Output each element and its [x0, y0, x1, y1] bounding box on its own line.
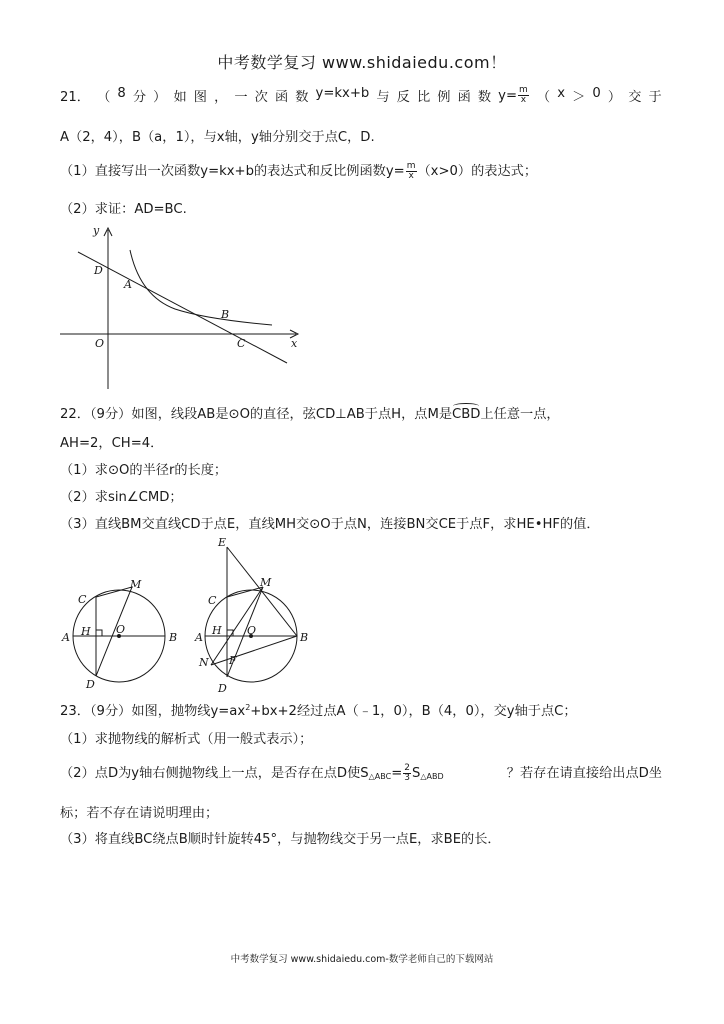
fig22a-label-D: D: [86, 678, 95, 690]
q21-line2: A（2，4），B（a，1），与x轴，y轴分别交于点C，D.: [60, 130, 375, 145]
fig22b-label-N: N: [199, 656, 209, 669]
fig22b-label-H: H: [212, 624, 222, 637]
q22-part3: （3）直线BM交直线CD于点E，直线MH交⊙O于点N，连接BN交CE于点F，求HE•HF的值．: [60, 517, 600, 532]
fig22a-label-O: O: [116, 623, 126, 636]
q23-line1: 23．（9分）如图，抛物线$y=ax^2+bx+2$经过点A（﹣1，0），B（4，0），交y轴于点C；: [60, 703, 577, 719]
arc-cbd: CBD: [452, 407, 481, 422]
q22-line2: AH=2，CH=4．: [60, 436, 164, 451]
q21-linear-function: y=kx+b: [315, 86, 370, 101]
q21-part2: （2）求证：AD=BC.: [60, 202, 187, 217]
fig22b-label-E: E: [218, 536, 227, 549]
fig22a-label-C: C: [78, 593, 87, 606]
q23-part1: （1）求抛物线的解析式（用一般式表示）；: [60, 732, 313, 747]
fig22a-label-B: B: [169, 631, 178, 644]
fig21-label-y: y: [93, 224, 100, 237]
fig22b-label-C: C: [208, 594, 217, 607]
fig22a-label-M: M: [130, 578, 142, 591]
page-footer: 中考数学复习 www.shidaiedu.com-数学老师自己的下载网站: [230, 954, 494, 965]
q21-number: 21．: [60, 90, 90, 105]
fig22b-label-A: A: [195, 631, 203, 644]
q21-part1: （1）直接写出一次函数y=kx+b的表达式和反比例函数y= $\frac{m}{x}$ （x>0）的表达式；: [60, 160, 538, 181]
q22-part2: （2）求sin∠CMD；: [60, 490, 183, 505]
fig21-label-O: O: [95, 337, 105, 350]
q21-line1: 21． （ 8 分 ） 如 图 ， 一 次 函 数 y=kx+b 与 反 比 例 函 数 y= $\frac{m}{x}$ （ x ＞ 0 ） 交 于: [60, 85, 662, 105]
fig21-label-D: D: [94, 264, 103, 277]
fig22b-label-B: B: [300, 631, 309, 644]
page-header: 中考数学复习 www.shidaiedu.com！: [217, 53, 507, 72]
fig21-label-A: A: [124, 278, 132, 291]
fig21-label-B: B: [221, 308, 230, 321]
q22-figure-2: [193, 533, 318, 698]
fig22a-label-A: A: [62, 631, 70, 644]
q23-part2-cont: 标；若不存在请说明理由；: [60, 806, 219, 821]
q21-figure: [60, 222, 310, 394]
q22-line1: 22．（9分）如图，线段AB是⊙O的直径，弦CD⊥AB于点H，点M是CBD上任意一点，: [60, 407, 560, 422]
fig22a-label-H: H: [81, 625, 91, 638]
q21-inverse-function: y= $\frac{m}{x}$: [498, 85, 528, 105]
q22-figure-1: [60, 575, 190, 690]
fig22b-label-O: O: [247, 624, 257, 637]
fig22b-label-D: D: [218, 682, 227, 695]
fig22b-label-F: F: [229, 654, 237, 667]
fig22b-label-M: M: [260, 576, 272, 589]
q23-part3: （3）将直线BC绕点B顺时针旋转45°，与抛物线交于另一点E，求BE的长．: [60, 832, 501, 847]
q23-part2: （2）点D为y轴右侧抛物线上一点，是否存在点D使$S_{\triangle ABC}=$ $\frac{2}{3}$ $S_{\triangle ABD}$ ？若存在请直接给出点D坐: [60, 762, 662, 783]
fig21-label-C: C: [237, 337, 246, 350]
fig21-label-x: x: [291, 337, 298, 350]
q22-part1: （1）求⊙O的半径r的长度；: [60, 463, 228, 478]
